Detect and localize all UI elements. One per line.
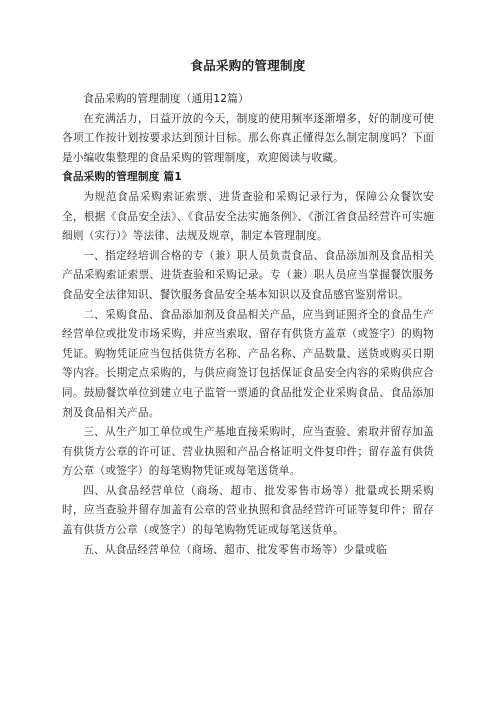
body-paragraph: 四、从食品经营单位（商场、超市、批发零售市场等）批量或长期采购时，应当查验并留存加盖有公章的营业执照和食品经营许可证等复印件；留存盖有供货方公章（或签字）的每笔购物凭证或每笔送货单。 bbox=[62, 484, 434, 537]
body-paragraph: 二、采购食品、食品添加剂及食品相关产品，应当到证照齐全的食品生产经营单位或批发市场采购，并应当索取、留存有供货方盖章（或签字）的购物凭证。购物凭证应当包括供货方名称、产品名称、产品数量、送货或购买日期等内容。长期定点采购的，与供应商签订包括保证食品安全内容的采购供应合同。鼓励餐饮单位到建立电子监管一票通的食品批发企业采购食品、食品添加剂及食品相关产品。 bbox=[62, 308, 434, 419]
body-paragraph: 五、从食品经营单位（商场、超市、批发零售市场等）少量或临 bbox=[83, 543, 387, 556]
body-paragraph: 一、指定经培训合格的专（兼）职人员负责食品、食品添加剂及食品相关产品采购索证索票、进货查验和采购记录。专（兼）职人员应当掌握餐饮服务食品安全法律知识、餐饮服务食品安全基本知识以及食品感官鉴别常识。 bbox=[62, 249, 434, 301]
document-page bbox=[62, 58, 434, 560]
document-title: 食品采购的管理制度 bbox=[190, 58, 306, 73]
body-paragraph: 为规范食品采购索证索票、进货查验和采购记录行为，保障公众餐饮安全，根据《食品安全法》、《食品安全法实施条例》、《浙江省食品经营许可实施细则（实行）》等法律、法规及规章，制定本管理制度。 bbox=[62, 190, 434, 243]
intro-paragraph: 在充满活力，日益开放的今天，制度的使用频率逐渐增多，好的制度可使各项工作按计划按要求达到预计目标。那么你真正懂得怎么制定制度吗？下面是小编收集整理的食品采购的管理制度，欢迎阅读与收藏。 bbox=[62, 112, 434, 164]
section-heading: 食品采购的管理制度 篇1 bbox=[62, 171, 182, 184]
body-paragraph: 三、从生产加工单位或生产基地直接采购时，应当查验、索取并留存加盖有供货方公章的许可证、营业执照和产品合格证明文件复印件；留存盖有供货方公章（或签字）的每笔购物凭证或每笔送货单。 bbox=[62, 426, 434, 478]
subtitle-line: 食品采购的管理制度（通用12篇） bbox=[83, 93, 249, 105]
